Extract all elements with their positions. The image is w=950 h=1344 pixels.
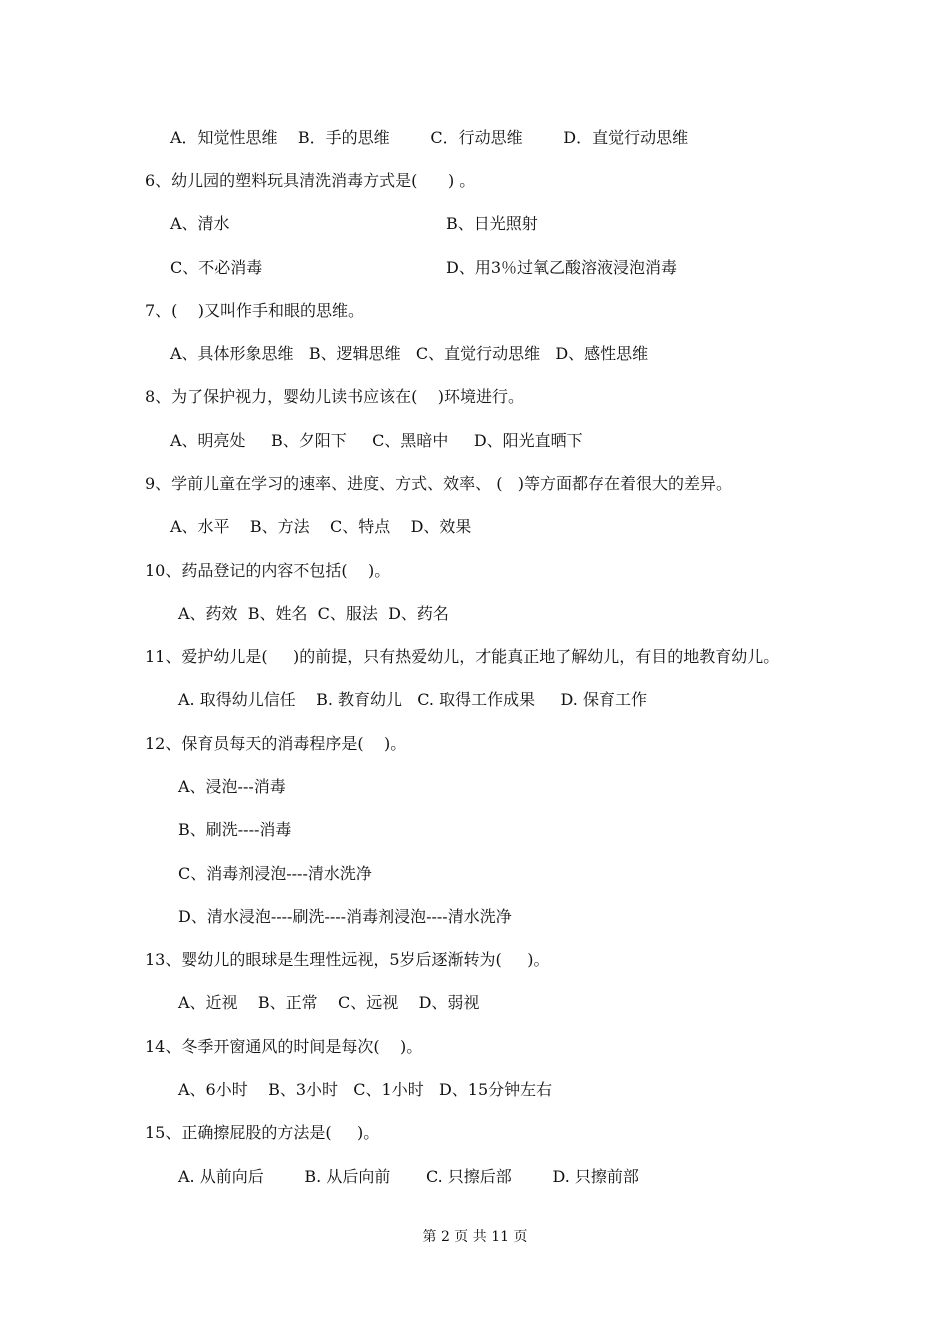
q7-options: A、具体形象思维 B、逻辑思维 C、直觉行动思维 D、感性思维	[170, 344, 649, 363]
q12-option-d: D、清水浸泡----刷洗----消毒剂浸泡----清水洗净	[178, 907, 512, 926]
q12-option-c: C、消毒剂浸泡----清水洗净	[178, 864, 372, 883]
q10-stem: 10、药品登记的内容不包括( )。	[145, 561, 391, 580]
q8-stem: 8、为了保护视力，婴幼儿读书应该在( )环境进行。	[145, 387, 525, 406]
q6-option-c: C、不必消毒	[170, 258, 263, 277]
q6-stem: 6、幼儿园的塑料玩具清洗消毒方式是( ) 。	[145, 171, 476, 190]
q11-stem: 11、爱护幼儿是( )的前提，只有热爱幼儿，才能真正地了解幼儿，有目的地教育幼儿。	[145, 647, 780, 666]
q9-options: A、水平 B、方法 C、特点 D、效果	[170, 517, 472, 536]
q12-stem: 12、保育员每天的消毒程序是( )。	[145, 734, 407, 753]
q11-options: A. 取得幼儿信任 B. 教育幼儿 C. 取得工作成果 D. 保育工作	[178, 690, 647, 709]
q10-options: A、药效 B、姓名 C、服法 D、药名	[178, 604, 449, 623]
q15-options: A. 从前向后 B. 从后向前 C. 只擦后部 D. 只擦前部	[178, 1167, 639, 1186]
q13-stem: 13、婴幼儿的眼球是生理性远视，5岁后逐渐转为( )。	[145, 950, 550, 969]
q7-stem: 7、( )又叫作手和眼的思维。	[145, 301, 365, 320]
q5-options: A．知觉性思维 B．手的思维 C．行动思维 D．直觉行动思维	[170, 128, 689, 147]
q15-stem: 15、正确擦屁股的方法是( )。	[145, 1123, 380, 1142]
page-footer: 第 2 页 共 11 页	[422, 1229, 528, 1245]
q13-options: A、近视 B、正常 C、远视 D、弱视	[178, 993, 480, 1012]
q9-stem: 9、学前儿童在学习的速率、进度、方式、效率、 ( )等方面都存在着很大的差异。	[145, 474, 733, 493]
q14-stem: 14、冬季开窗通风的时间是每次( )。	[145, 1037, 423, 1056]
q6-option-a: A、清水	[170, 214, 230, 233]
q12-option-b: B、刷洗----消毒	[178, 820, 292, 839]
q12-option-a: A、浸泡---消毒	[178, 777, 286, 796]
q6-option-d: D、用3％过氧乙酸溶液浸泡消毒	[446, 258, 678, 277]
q14-options: A、6小时 B、3小时 C、1小时 D、15分钟左右	[178, 1080, 553, 1099]
q8-options: A、明亮处 B、夕阳下 C、黑暗中 D、阳光直晒下	[170, 431, 583, 450]
q6-option-b: B、日光照射	[446, 214, 538, 233]
